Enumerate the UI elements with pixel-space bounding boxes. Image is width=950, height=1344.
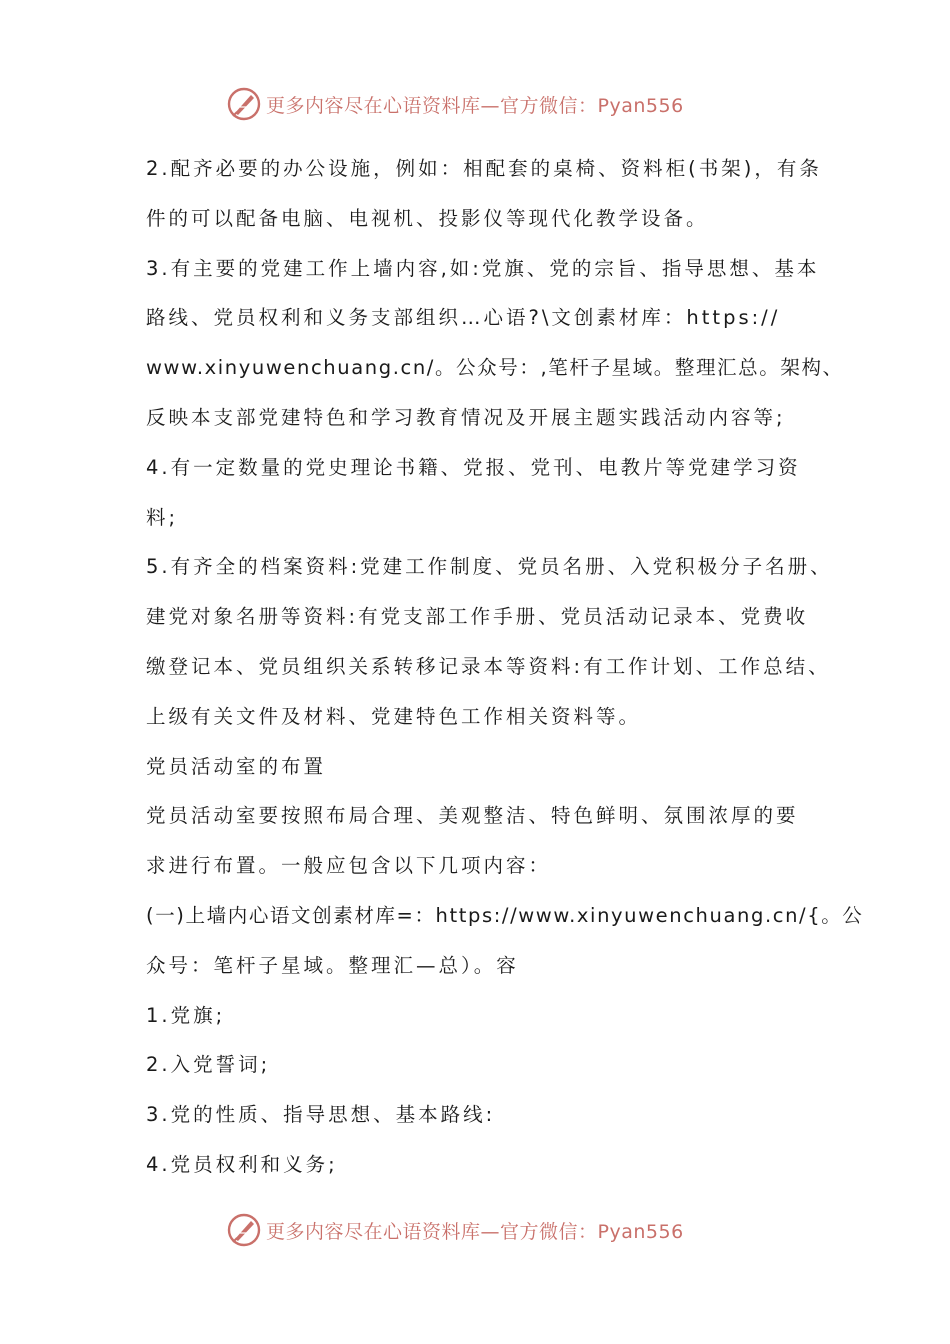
footer-banner xyxy=(226,1210,746,1250)
body-line: 2.配齐必要的办公设施，例如：相配套的桌椅、资料柜(书架)，有条 xyxy=(146,157,822,180)
section-heading: 党员活动室的布置 xyxy=(146,754,327,778)
document-body xyxy=(146,150,864,1196)
body-line: 5.有齐全的档案资料:党建工作制度、党员名册、入党积极分子名册、 xyxy=(146,555,833,579)
list-item: 2.入党誓词; xyxy=(146,1053,271,1077)
body-line: 路线、党员权利和义务支部组织…心语?\文创素材库：https:// xyxy=(146,306,781,330)
body-line: 料; xyxy=(146,505,179,529)
body-line: 4.有一定数量的党史理论书籍、党报、党刊、电教片等党建学习资 xyxy=(146,455,801,479)
banner-text: 更多内容尽在心语资料库—官方微信：Pyan556 xyxy=(266,94,684,117)
body-line: 缴登记本、党员组织关系转移记录本等资料:有工作计划、工作总结、 xyxy=(146,654,831,678)
header-banner xyxy=(226,84,746,124)
body-line: www.xinyuwenchuang.cn/。公众号：,笔杆子星域。整理汇总。架构、 xyxy=(146,356,844,380)
body-line: 众号：笔杆子星域。整理汇—总）。容 xyxy=(146,953,519,977)
body-line: 党员活动室要按照布局合理、美观整洁、特色鲜明、氛围浓厚的要 xyxy=(146,804,799,828)
body-line: 建党对象名册等资料:有党支部工作手册、党员活动记录本、党费收 xyxy=(146,605,809,629)
banner-text: 更多内容尽在心语资料库—官方微信：Pyan556 xyxy=(266,1220,684,1243)
body-line: 上级有关文件及材料、党建特色工作相关资料等。 xyxy=(146,704,642,728)
body-line: 求进行布置。一般应包含以下几项内容： xyxy=(146,854,552,878)
body-line: 3.有主要的党建工作上墙内容,如:党旗、党的宗旨、指导思想、基本 xyxy=(146,256,820,280)
quill-logo-icon xyxy=(226,1212,262,1248)
list-item: 1.党旗; xyxy=(146,1003,226,1027)
body-line: 件的可以配备电脑、电视机、投影仪等现代化教学设备。 xyxy=(146,206,709,230)
body-line: (一)上墙内心语文创素材库=：https://www.xinyuwenchuang.cn/{。公 xyxy=(146,903,864,927)
list-item: 4.党员权利和义务; xyxy=(146,1152,338,1176)
body-line: 反映本支部党建特色和学习教育情况及开展主题实践活动内容等; xyxy=(146,405,786,429)
list-item: 3.党的性质、指导思想、基本路线: xyxy=(146,1103,496,1127)
quill-logo-icon xyxy=(226,86,262,122)
